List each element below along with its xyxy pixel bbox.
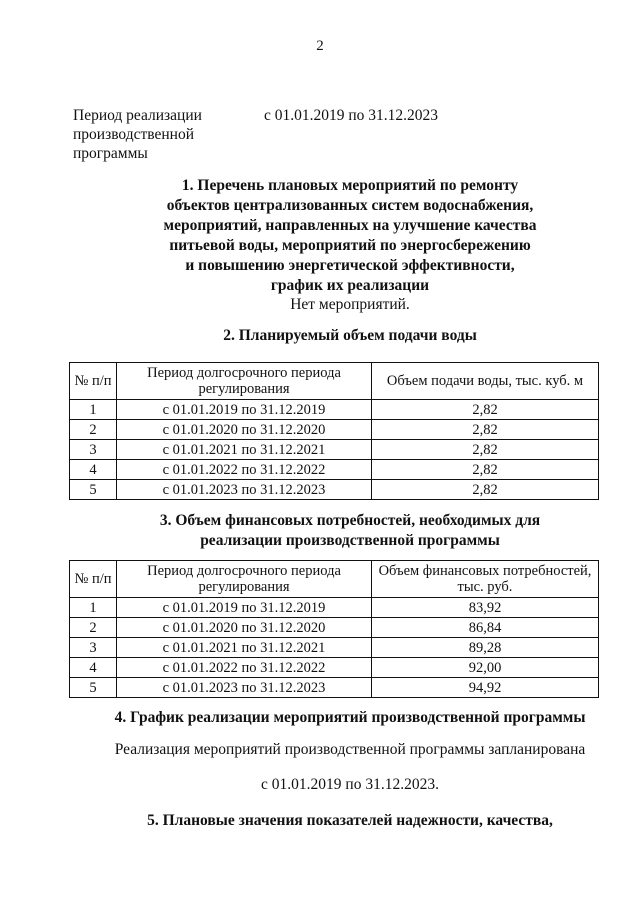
- table-cell: 2,82: [372, 420, 599, 440]
- table-cell: 2: [70, 420, 117, 440]
- table-cell: 83,92: [372, 598, 599, 618]
- table-header-row: [70, 363, 599, 400]
- table-row: [70, 618, 599, 638]
- table-cell: 2,82: [372, 460, 599, 480]
- table-cell: 4: [70, 460, 117, 480]
- section1-heading-line: объектов централизованных систем водоснабжения,: [166, 197, 534, 214]
- section4-text-line1: Реализация мероприятий производственной программы запланирована: [114, 741, 586, 758]
- section1-heading-line: мероприятий, направленных на улучшение качества: [163, 217, 537, 234]
- col-header-finance: Объем финансовых потребностей, тыс. руб.: [372, 561, 599, 598]
- table-cell: 1: [70, 598, 117, 618]
- table-cell: 4: [70, 658, 117, 678]
- section1-heading-line: график их реализации: [270, 277, 430, 294]
- table-cell: 2,82: [372, 480, 599, 500]
- table-cell: 86,84: [372, 618, 599, 638]
- table-cell: с 01.01.2020 по 31.12.2020: [117, 420, 372, 440]
- table-cell: 5: [70, 480, 117, 500]
- table-cell: 94,92: [372, 678, 599, 698]
- period-label: Период реализации производственной программы: [73, 107, 202, 162]
- table-row: [70, 658, 599, 678]
- table-cell: с 01.01.2021 по 31.12.2021: [117, 638, 372, 658]
- table-cell: 2: [70, 618, 117, 638]
- section1-heading-line: 1. Перечень плановых мероприятий по ремонту: [181, 177, 519, 194]
- table-row: [70, 460, 599, 480]
- table-cell: 92,00: [372, 658, 599, 678]
- col-header-number: № п/п: [70, 561, 117, 598]
- table-cell: с 01.01.2023 по 31.12.2023: [117, 678, 372, 698]
- table-cell: 3: [70, 440, 117, 460]
- table-row: [70, 440, 599, 460]
- table-row: [70, 678, 599, 698]
- table-cell: с 01.01.2023 по 31.12.2023: [117, 480, 372, 500]
- table-cell: 1: [70, 400, 117, 420]
- section1-heading: [60, 176, 640, 296]
- section5-heading: 5. Плановые значения показателей надежности, качества,: [147, 812, 553, 829]
- table-cell: 89,28: [372, 638, 599, 658]
- table-row: [70, 598, 599, 618]
- financial-needs-table: [69, 560, 599, 698]
- table-cell: 3: [70, 638, 117, 658]
- col-header-period: Период долгосрочного периода регулирования: [117, 363, 372, 400]
- table-row: [70, 400, 599, 420]
- section2-heading: 2. Планируемый объем подачи воды: [223, 327, 477, 344]
- section4-text-line2: с 01.01.2019 по 31.12.2023.: [261, 776, 439, 793]
- table-cell: с 01.01.2022 по 31.12.2022: [117, 460, 372, 480]
- table-cell: 5: [70, 678, 117, 698]
- table-row: [70, 638, 599, 658]
- table-cell: с 01.01.2021 по 31.12.2021: [117, 440, 372, 460]
- table-cell: 2,82: [372, 440, 599, 460]
- section1-text: Нет мероприятий.: [290, 296, 410, 313]
- col-header-period: Период долгосрочного периода регулирования: [117, 561, 372, 598]
- table-row: [70, 480, 599, 500]
- col-header-number: № п/п: [70, 363, 117, 400]
- table-row: [70, 420, 599, 440]
- period-value: с 01.01.2019 по 31.12.2023: [264, 107, 439, 124]
- table-cell: с 01.01.2019 по 31.12.2019: [117, 598, 372, 618]
- water-supply-table: [69, 362, 599, 500]
- col-header-volume: Объем подачи воды, тыс. куб. м: [372, 363, 599, 400]
- section4-heading: 4. График реализации мероприятий производственной программы: [114, 709, 586, 726]
- section1-heading-line: и повышению энергетической эффективности,: [185, 257, 515, 274]
- section3-heading: [60, 511, 640, 551]
- table-header-row: [70, 561, 599, 598]
- section3-heading-line: реализации производственной программы: [200, 532, 500, 549]
- section1-heading-line: питьевой воды, мероприятий по энергосбережению: [169, 237, 531, 254]
- table-cell: с 01.01.2022 по 31.12.2022: [117, 658, 372, 678]
- table-cell: с 01.01.2019 по 31.12.2019: [117, 400, 372, 420]
- section3-heading-line: 3. Объем финансовых потребностей, необходимых для: [159, 512, 541, 529]
- table-cell: с 01.01.2020 по 31.12.2020: [117, 618, 372, 638]
- page-number: 2: [316, 38, 324, 54]
- table-cell: 2,82: [372, 400, 599, 420]
